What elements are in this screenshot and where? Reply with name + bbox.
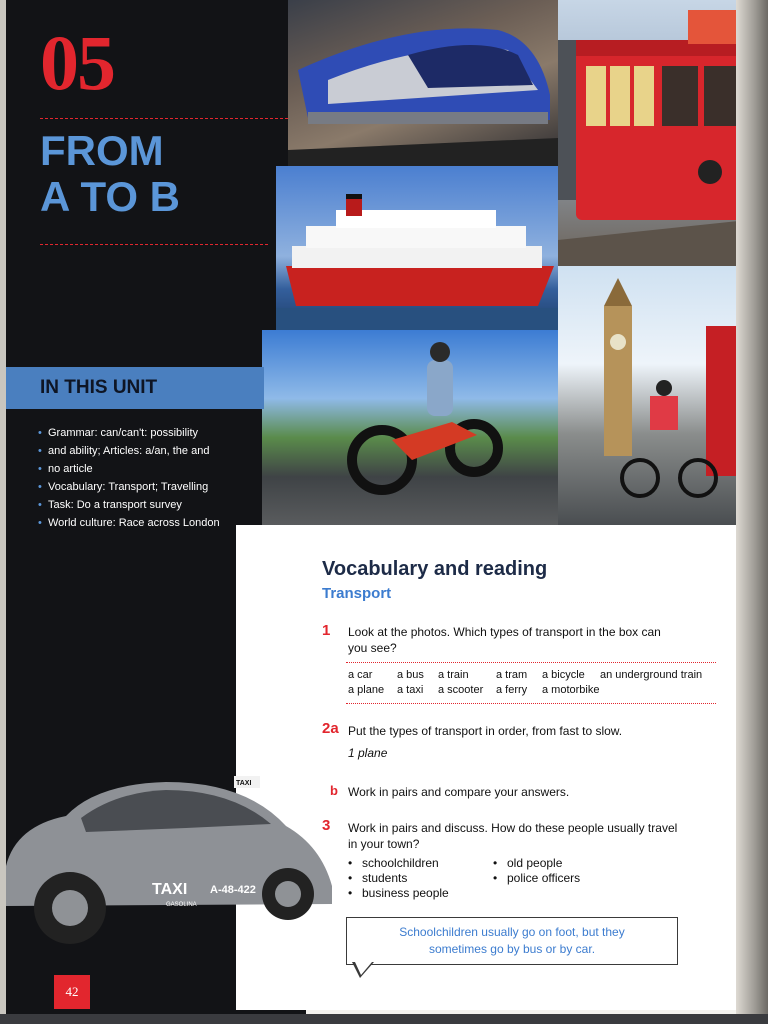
taxi-sub: GASOLINA (166, 902, 197, 908)
section-title: Vocabulary and reading (322, 558, 548, 580)
exercise-2a-number: 2a (322, 720, 339, 737)
in-this-unit-bar (6, 367, 264, 409)
people-list-item: • old people (493, 856, 580, 871)
exercise-3-line2: in your town? (348, 837, 420, 851)
exercise-3-number: 3 (322, 817, 331, 834)
section-subtitle: Transport (322, 585, 392, 602)
speech-bubble-line1: Schoolchildren usually go on foot, but they (399, 925, 625, 939)
big-ben-cyclist-illustration (558, 266, 748, 546)
exercise-2b-letter: b (330, 783, 338, 798)
word-box-item: a taxi (397, 684, 424, 696)
unit-contents-item: • Task: Do a transport survey (38, 496, 248, 514)
taxi-number: A-48-422 (210, 884, 256, 896)
speech-bubble-text (347, 924, 677, 958)
unit-title-line1: FROM (40, 127, 164, 174)
word-box-item: a bicycle (542, 669, 585, 681)
people-list-item: • police officers (493, 871, 580, 886)
unit-title-line2: A TO B (40, 173, 181, 220)
divider-top (40, 118, 288, 119)
motorbike-rider-illustration (262, 330, 558, 526)
exercise-2a-example: 1 plane (348, 746, 388, 760)
divider-bottom (40, 244, 268, 245)
scan-bottom-edge (0, 1014, 768, 1024)
unit-contents-item: • no article (38, 460, 248, 478)
high-speed-train-illustration (288, 0, 558, 166)
word-box-item: a tram (496, 669, 528, 681)
unit-contents-item: • World culture: Race across London (38, 514, 248, 532)
bicycle-photo (558, 266, 748, 546)
word-box-item: a scooter (438, 684, 484, 696)
word-box-item: a train (438, 669, 469, 681)
red-tram-illustration (558, 0, 748, 266)
exercise-1-line2: you see? (348, 641, 397, 655)
word-box-item: a ferry (496, 684, 528, 696)
unit-contents-item: • Grammar: can/can't: possibility (38, 424, 248, 442)
word-box-item: a motorbike (542, 684, 600, 696)
speech-bubble-tail-inner (355, 962, 372, 975)
unit-number: 05 (40, 19, 114, 106)
exercise-3-instruction (348, 820, 708, 852)
speech-bubble (346, 917, 678, 965)
taxi-photo (6, 776, 336, 948)
people-list-left (348, 856, 449, 901)
people-list-right (493, 856, 580, 886)
word-box-item: a plane (348, 684, 385, 696)
exercise-2a-instruction: Put the types of transport in order, from fast to slow. (348, 724, 623, 738)
word-box-item: a bus (397, 669, 424, 681)
unit-contents-list (38, 424, 248, 532)
exercise-2b-instruction: Work in pairs and compare your answers. (348, 785, 570, 799)
page-curl-shadow (736, 0, 768, 1024)
in-this-unit-heading: IN THIS UNIT (40, 377, 158, 398)
tram-photo (558, 0, 748, 266)
speech-bubble-line2: sometimes go by bus or by car. (428, 942, 596, 956)
unit-contents-item: • and ability; Articles: a/an, the and (38, 442, 248, 460)
people-list-item: • schoolchildren (348, 856, 449, 871)
transport-word-box (346, 662, 716, 704)
exercise-1-number: 1 (322, 622, 331, 639)
taxi-door-label: TAXI (152, 881, 188, 898)
page-number: 42 (54, 975, 90, 1009)
exercise-1-line1: Look at the photos. Which types of transport in the box can (348, 625, 661, 639)
word-box-item: an underground train (600, 669, 703, 681)
taxi-roof-sign: TAXI (236, 780, 252, 787)
people-list-item: • students (348, 871, 449, 886)
unit-title (40, 128, 180, 220)
exercise-3-line1: Work in pairs and discuss. How do these people usually travel (348, 821, 678, 835)
people-list-item: • business people (348, 886, 449, 901)
cruise-ship-illustration (276, 166, 558, 330)
motorbike-photo (262, 330, 558, 526)
exercise-1-instruction (348, 624, 708, 656)
ship-photo (276, 166, 558, 330)
train-photo (288, 0, 558, 166)
unit-contents-item: • Vocabulary: Transport; Travelling (38, 478, 248, 496)
taxi-beetle-illustration (6, 776, 336, 948)
word-box-item: a car (348, 669, 373, 681)
